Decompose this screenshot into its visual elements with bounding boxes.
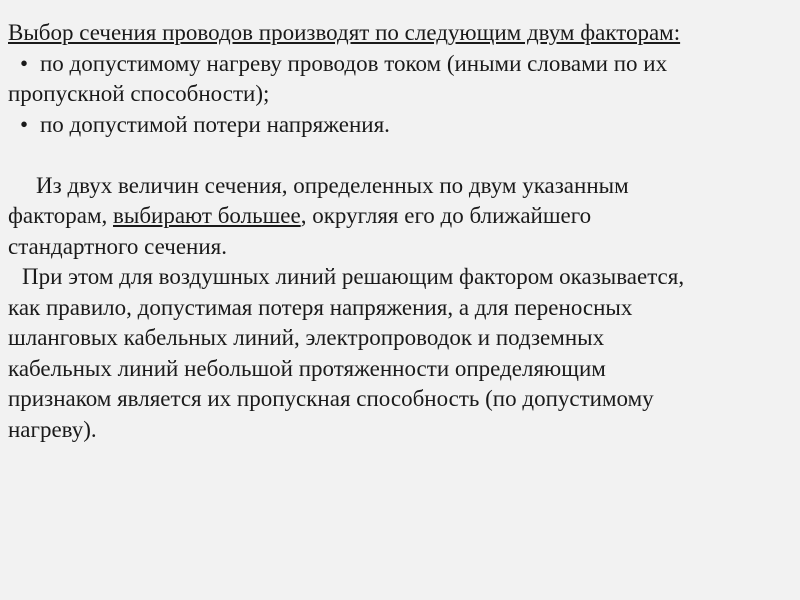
paragraph-line bbox=[8, 201, 790, 232]
paragraph-deciding-factor bbox=[8, 262, 790, 445]
bullet-text-line: по допустимой потери напряжения. bbox=[40, 111, 390, 137]
paragraph-line: Из двух величин сечения, определенных по двум указанным bbox=[36, 172, 629, 198]
paragraph-line: нагреву). bbox=[8, 416, 97, 442]
paragraph-line: стандартного сечения. bbox=[8, 233, 227, 259]
paragraph-line: как правило, допустимая потеря напряжения, а для переносных bbox=[8, 294, 633, 320]
paragraph-line: шланговых кабельных линий, электропроводок и подземных bbox=[8, 325, 605, 350]
emphasized-text: выбирают большее bbox=[113, 203, 301, 228]
list-item bbox=[8, 49, 790, 110]
spacer bbox=[8, 140, 790, 171]
paragraph-text: факторам, bbox=[8, 203, 113, 228]
factor-list bbox=[8, 49, 790, 141]
paragraph-selection-rule bbox=[8, 171, 790, 263]
bullet-text-line: пропускной способности); bbox=[8, 81, 270, 106]
paragraph-text: , округляя его до ближайшего bbox=[300, 203, 592, 228]
paragraph-line: признаком является их пропускная способность (по допустимому bbox=[8, 386, 654, 411]
slide-heading: Выбор сечения проводов производят по следующим двум факторам: bbox=[8, 20, 681, 45]
paragraph-line: кабельных линий небольшой протяженности определяющим bbox=[8, 355, 606, 381]
bullet-icon: • bbox=[19, 50, 29, 76]
bullet-text-line: по допустимому нагреву проводов током (иными словами по их bbox=[40, 50, 668, 76]
list-item bbox=[8, 110, 790, 141]
bullet-icon: • bbox=[19, 111, 29, 137]
paragraph-line: При этом для воздушных линий решающим фактором оказывается, bbox=[22, 264, 685, 289]
